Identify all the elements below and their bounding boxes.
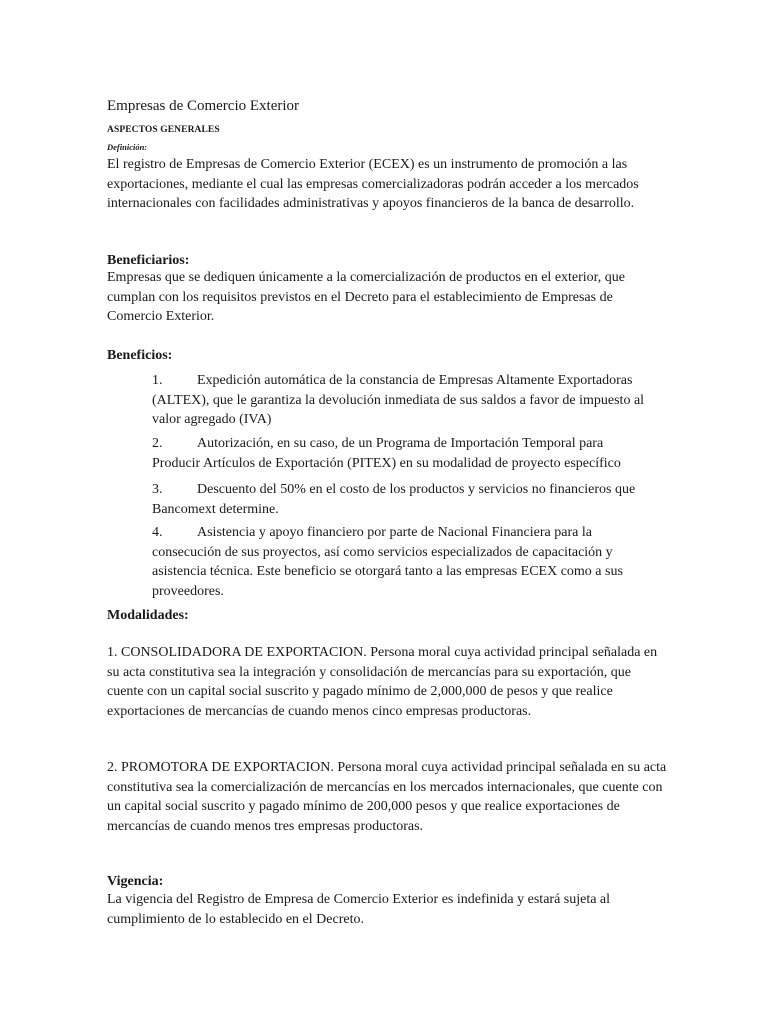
beneficiarios-paragraph: Empresas que se dediquen únicamente a la comercialización de productos en el exterior, que cumplan con los requisitos previstos en el Decreto para el establecimiento de Empresas de Comercio Exterior.	[107, 270, 625, 324]
list-item-number: 3.	[152, 482, 163, 497]
list-item-number: 2.	[152, 436, 163, 451]
list-item	[152, 434, 652, 473]
list-item-number: 4.	[152, 525, 163, 540]
list-item-text: Expedición automática de la constancia de Empresas Altamente Exportadoras (ALTEX), que le garantiza la devolución inmediata de sus saldos a favor de impuesto al valor agregado (IVA)	[152, 373, 645, 427]
modalidades-heading: Modalidades:	[107, 608, 189, 623]
section-heading: ASPECTOS GENERALES	[107, 125, 220, 135]
definition-label: Definición:	[107, 142, 148, 152]
list-item-text: Autorización, en su caso, de un Programa de Importación Temporal para Producir Artículos de Exportación (PITEX) en su modalidad de proyecto específico	[152, 436, 621, 471]
list-item-text: Descuento del 50% en el costo de los productos y servicios no financieros que Bancomext determine.	[152, 482, 636, 517]
list-item-number: 1.	[152, 373, 163, 388]
modalidad-promotora-paragraph: 2. PROMOTORA DE EXPORTACION. Persona moral cuya actividad principal señalada en su acta constitutiva sea la comercialización de mercancías en los mercados internacionales, que cuente con un capital social suscrito y pagado mínimo de 200,000 pesos y que realice exportaciones de mercancías de cuando menos tres empresas productoras.	[107, 760, 667, 834]
list-item-text: Asistencia y apoyo financiero por parte de Nacional Financiera para la consecución de sus proyectos, así como servicios especializados de capacitación y asistencia técnica. Este beneficio se otorgará tanto a las empresas ECEX como a sus proveedores.	[152, 525, 623, 599]
list-item	[152, 480, 652, 519]
modalidad-consolidadora-paragraph: 1. CONSOLIDADORA DE EXPORTACION. Persona moral cuya actividad principal señalada en su acta constitutiva sea la integración y consolidación de mercancías para su exportación, que cuente con un capital social suscrito y pagado mínimo de 2,000,000 de pesos y que realice exportaciones de mercancías de cuando menos cinco empresas productoras.	[107, 645, 658, 719]
beneficios-heading: Beneficios:	[107, 348, 173, 363]
beneficiarios-heading: Beneficiarios:	[107, 253, 190, 268]
list-item	[152, 523, 652, 601]
vigencia-paragraph: La vigencia del Registro de Empresa de Comercio Exterior es indefinida y estará sujeta al cumplimiento de lo establecido en el Decreto.	[107, 892, 611, 927]
list-item	[152, 371, 652, 430]
document-title: Empresas de Comercio Exterior	[107, 98, 300, 114]
vigencia-heading: Vigencia:	[107, 874, 164, 889]
definition-paragraph: El registro de Empresas de Comercio Exterior (ECEX) es un instrumento de promoción a las exportaciones, mediante el cual las empresas comercializadoras podrán acceder a los mercados internacionales con facilidades administrativas y apoyos financieros de la banca de desarrollo.	[107, 157, 639, 211]
